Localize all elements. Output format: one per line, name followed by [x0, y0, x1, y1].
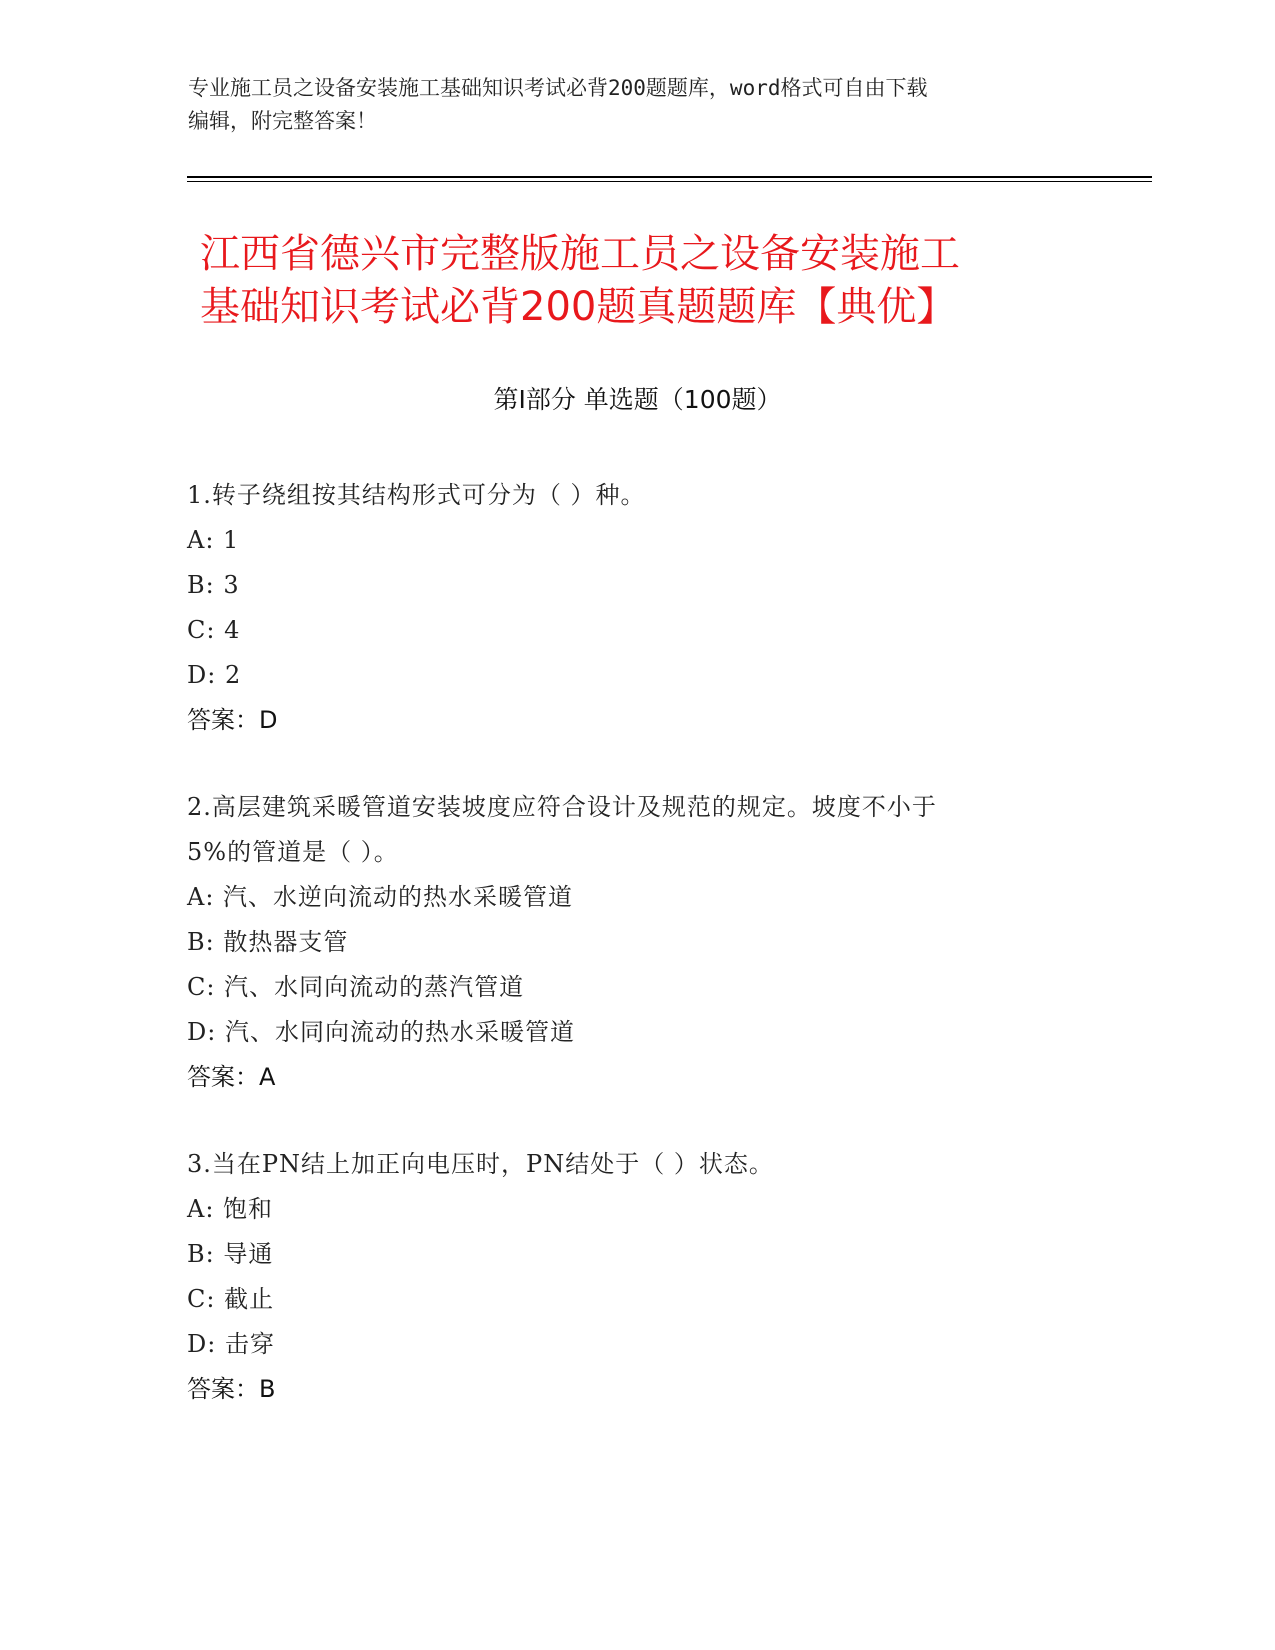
document-title-line-1: 江西省德兴市完整版施工员之设备安装施工 — [200, 231, 960, 277]
header-note-line-2: 编辑，附完整答案！ — [188, 109, 377, 133]
question-3 — [187, 1142, 1087, 1412]
header-note-line-1: 专业施工员之设备安装施工基础知识考试必背200题题库，word格式可自由下载 — [188, 76, 928, 100]
option-a: A: 汽、水逆向流动的热水采暖管道 — [187, 883, 574, 911]
question-stem: 3.当在PN结上加正向电压时，PN结处于（ ）状态。 — [187, 1150, 774, 1178]
option-a: A: 饱和 — [187, 1195, 274, 1223]
question-stem-line-2: 5%的管道是（ ）。 — [187, 838, 399, 866]
section-title: 第Ⅰ部分 单选题（100题） — [493, 385, 782, 414]
option-c: C: 截止 — [187, 1285, 275, 1313]
option-d: D: 2 — [187, 661, 242, 689]
answer: 答案：B — [187, 1375, 276, 1403]
question-1 — [187, 473, 1087, 743]
document-title-line-2: 基础知识考试必背200题真题题库【典优】 — [200, 284, 957, 330]
option-b: B: 3 — [187, 571, 240, 599]
option-a: A: 1 — [187, 526, 240, 554]
option-d: D: 汽、水同向流动的热水采暖管道 — [187, 1018, 575, 1046]
question-list — [187, 473, 1087, 1454]
answer: 答案：A — [187, 1063, 276, 1091]
option-d: D: 击穿 — [187, 1330, 275, 1358]
header-note — [188, 72, 1088, 138]
option-b: B: 导通 — [187, 1240, 274, 1268]
document-title — [200, 228, 1100, 334]
question-2 — [187, 785, 1087, 1100]
question-stem: 1.转子绕组按其结构形式可分为（ ）种。 — [187, 481, 646, 509]
option-c: C: 4 — [187, 616, 241, 644]
header-divider-thin — [187, 181, 1152, 182]
option-b: B: 散热器支管 — [187, 928, 349, 956]
answer: 答案：D — [187, 706, 278, 734]
option-c: C: 汽、水同向流动的蒸汽管道 — [187, 973, 525, 1001]
question-stem-line-1: 2.高层建筑采暖管道安装坡度应符合设计及规范的规定。坡度不小于 — [187, 793, 937, 821]
header-divider-thick — [187, 176, 1152, 178]
